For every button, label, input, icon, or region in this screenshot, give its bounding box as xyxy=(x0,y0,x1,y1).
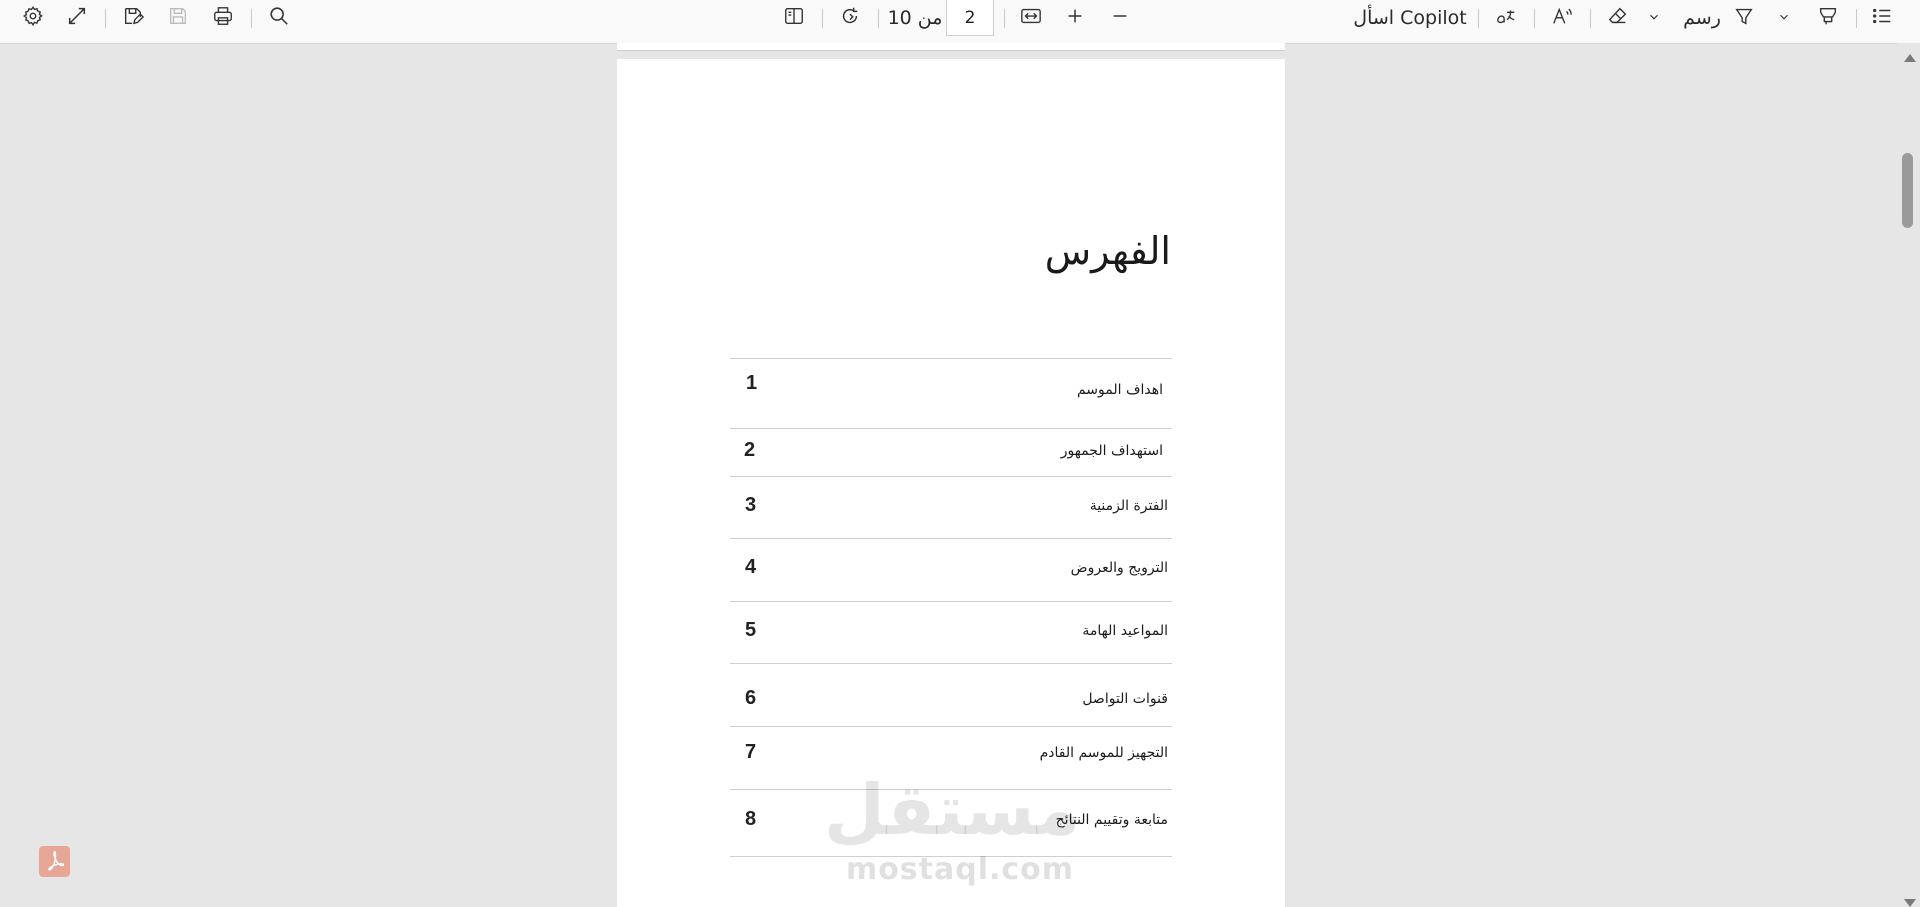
draw-label[interactable]: رسم xyxy=(1683,7,1721,29)
toc-number: 5 xyxy=(745,619,757,641)
toc-label: استهداف الجمهور xyxy=(1060,443,1163,459)
print-icon xyxy=(212,5,234,31)
scroll-up-arrow-icon[interactable] xyxy=(1904,54,1916,62)
toolbar-separator xyxy=(1478,9,1479,28)
read-aloud-icon xyxy=(1551,5,1573,31)
toc-divider xyxy=(730,476,1172,477)
page-number-input[interactable]: 2 xyxy=(946,0,994,36)
scrollbar-thumb[interactable] xyxy=(1902,153,1913,228)
toc-number: 3 xyxy=(745,494,757,516)
toc-label: التجهيز للموسم القادم xyxy=(1039,745,1168,761)
toolbar-separator xyxy=(1856,9,1857,28)
fit-width-icon xyxy=(1020,5,1042,31)
toolbar-separator xyxy=(1004,9,1005,28)
toc-number: 2 xyxy=(744,439,756,461)
acrobat-button[interactable] xyxy=(39,846,70,877)
toc-divider xyxy=(730,789,1172,790)
toc-label: قنوات التواصل xyxy=(1082,691,1168,707)
toc-number: 4 xyxy=(745,556,757,578)
fit-width-button[interactable] xyxy=(1013,0,1049,36)
rotate-button[interactable] xyxy=(832,0,868,36)
toc-number: 6 xyxy=(745,687,757,709)
chevron-down-icon xyxy=(1647,9,1661,28)
highlight-dropdown[interactable] xyxy=(1767,0,1801,36)
toc-divider xyxy=(730,726,1172,727)
settings-button[interactable] xyxy=(15,0,51,36)
toc-divider xyxy=(730,538,1172,539)
toc-number: 7 xyxy=(745,741,757,763)
toc-divider xyxy=(730,358,1172,359)
toc-divider xyxy=(730,428,1172,429)
page-title: الفهرس xyxy=(1044,229,1171,273)
page-view-icon xyxy=(783,5,805,31)
toc-divider xyxy=(730,601,1172,602)
eraser-icon xyxy=(1607,5,1629,31)
toc-label: الترويج والعروض xyxy=(1070,560,1168,576)
translate-icon xyxy=(1495,5,1517,31)
pdf-page xyxy=(617,59,1285,907)
toc-number: 8 xyxy=(745,808,757,830)
save-as-button[interactable] xyxy=(115,0,151,36)
page-view-button[interactable] xyxy=(776,0,812,36)
save-button[interactable] xyxy=(160,0,196,36)
ask-copilot-button[interactable]: اسأل Copilot xyxy=(1353,7,1467,29)
erase-button[interactable] xyxy=(1600,0,1636,36)
highlighter-icon xyxy=(1817,5,1839,31)
toolbar-separator xyxy=(105,9,106,28)
print-button[interactable] xyxy=(205,0,241,36)
search-icon xyxy=(268,5,290,31)
toolbar-separator xyxy=(878,9,879,28)
toc-divider xyxy=(730,663,1172,664)
save-icon xyxy=(167,5,189,31)
toolbar-separator xyxy=(251,9,252,28)
highlight-button[interactable] xyxy=(1810,0,1846,36)
gear-icon xyxy=(22,5,44,31)
toc-label: متابعة وتقييم النتائج xyxy=(1055,812,1168,828)
minus-icon xyxy=(1109,5,1131,31)
contents-icon xyxy=(1871,5,1893,31)
scroll-down-arrow-icon[interactable] xyxy=(1904,899,1916,907)
zoom-out-button[interactable] xyxy=(1102,0,1138,36)
toc-number: 1 xyxy=(746,372,758,394)
read-aloud-button[interactable] xyxy=(1544,0,1580,36)
toolbar-separator xyxy=(1534,9,1535,28)
toc-label: الفترة الزمنية xyxy=(1089,498,1168,514)
toc-label: اهداف الموسم xyxy=(1076,382,1163,398)
translate-button[interactable] xyxy=(1488,0,1524,36)
toolbar-separator xyxy=(1590,9,1591,28)
zoom-in-button[interactable] xyxy=(1057,0,1093,36)
toc-divider xyxy=(730,856,1172,857)
rotate-icon xyxy=(839,5,861,31)
acrobat-logo-icon xyxy=(44,849,66,875)
expand-icon xyxy=(66,5,88,31)
chevron-down-icon xyxy=(1777,9,1791,28)
vertical-scrollbar[interactable] xyxy=(1897,43,1920,907)
find-button[interactable] xyxy=(261,0,297,36)
fullscreen-button[interactable] xyxy=(59,0,95,36)
previous-page-edge xyxy=(617,43,1285,51)
pen-icon xyxy=(1733,5,1755,31)
draw-button[interactable] xyxy=(1726,0,1762,36)
toc-label: المواعيد الهامة xyxy=(1082,623,1168,639)
page-count-label: من 10 xyxy=(887,7,943,29)
contents-button[interactable] xyxy=(1864,0,1900,36)
toolbar-separator xyxy=(822,9,823,28)
draw-dropdown[interactable] xyxy=(1637,0,1671,36)
save-as-icon xyxy=(122,5,144,31)
pdf-toolbar xyxy=(0,0,1920,44)
plus-icon xyxy=(1064,5,1086,31)
